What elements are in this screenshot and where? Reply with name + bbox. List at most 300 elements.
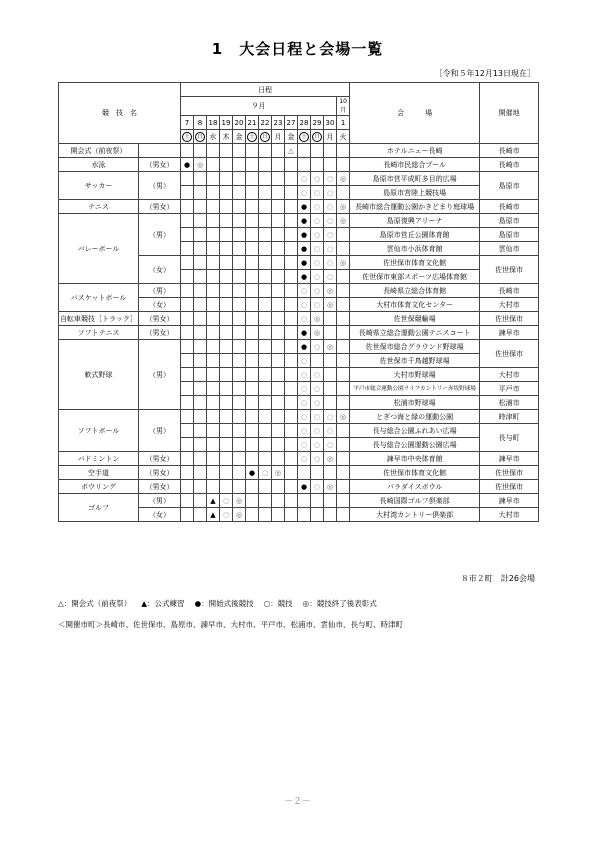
host-cities: ＜開催市町＞長崎市、佐世保市、島原市、諫早市、大村市、平戸市、松浦市、雲仙市、長与町、時津町	[58, 620, 403, 629]
weekday-cell: 金	[233, 130, 246, 144]
schedule-mark: ◎	[324, 298, 337, 312]
venue-name: 長崎市総合運動公園かきどまり庭球場	[350, 200, 480, 214]
schedule-mark	[337, 368, 350, 382]
page-number: －２－	[283, 797, 311, 807]
schedule-mark	[233, 326, 246, 340]
event-name: バスケットボール	[59, 284, 139, 312]
schedule-mark	[181, 298, 194, 312]
schedule-mark	[272, 270, 285, 284]
table-row	[59, 326, 539, 340]
schedule-mark	[337, 340, 350, 354]
schedule-mark: ○	[311, 480, 324, 494]
schedule-mark	[311, 466, 324, 480]
schedule-mark	[259, 396, 272, 410]
schedule-mark	[259, 172, 272, 186]
schedule-mark	[233, 256, 246, 270]
schedule-mark	[285, 284, 298, 298]
schedule-mark: ○	[311, 298, 324, 312]
venue-name: 島原市営陸上競技場	[350, 186, 480, 200]
schedule-mark	[220, 242, 233, 256]
schedule-mark	[181, 242, 194, 256]
schedule-mark	[337, 228, 350, 242]
schedule-mark	[207, 186, 220, 200]
schedule-mark	[181, 438, 194, 452]
schedule-mark	[285, 172, 298, 186]
schedule-mark	[181, 340, 194, 354]
event-name: バドミントン	[59, 452, 139, 466]
gender-category: （男女）	[139, 158, 181, 172]
schedule-mark	[272, 494, 285, 508]
schedule-mark	[337, 396, 350, 410]
schedule-mark	[233, 228, 246, 242]
schedule-mark	[220, 298, 233, 312]
schedule-mark	[194, 382, 207, 396]
schedule-mark	[259, 284, 272, 298]
schedule-mark: ●	[181, 158, 194, 172]
schedule-mark	[285, 424, 298, 438]
gender-category: （男）	[139, 214, 181, 256]
schedule-mark	[246, 228, 259, 242]
weekday-cell: 土	[181, 130, 194, 144]
schedule-mark	[337, 354, 350, 368]
schedule-mark	[272, 396, 285, 410]
host-city: 時津町	[480, 410, 539, 424]
event-name: サッカー	[59, 172, 139, 200]
schedule-mark	[272, 340, 285, 354]
schedule-mark	[259, 200, 272, 214]
schedule-mark: ○	[311, 424, 324, 438]
venue-name: 大村市体育文化センター	[350, 298, 480, 312]
schedule-mark: ○	[298, 186, 311, 200]
schedule-mark	[246, 186, 259, 200]
schedule-mark: ○	[311, 242, 324, 256]
schedule-mark: ●	[298, 256, 311, 270]
day-cell: 22	[259, 116, 272, 130]
schedule-mark: ○	[311, 256, 324, 270]
schedule-mark	[194, 396, 207, 410]
schedule-mark	[285, 410, 298, 424]
schedule-mark	[272, 242, 285, 256]
schedule-mark	[272, 256, 285, 270]
weekday-cell: 金	[285, 130, 298, 144]
schedule-mark	[285, 228, 298, 242]
schedule-mark: ●	[298, 326, 311, 340]
schedule-mark: ○	[311, 186, 324, 200]
schedule-mark	[181, 326, 194, 340]
venue-name: 佐世保市東部スポーツ広場体育館	[350, 270, 480, 284]
october-header: 10月	[337, 97, 350, 116]
schedule-mark	[272, 452, 285, 466]
schedule-mark	[285, 270, 298, 284]
schedule-mark: ◎	[337, 214, 350, 228]
weekday-cell: 土	[246, 130, 259, 144]
day-cell: 27	[285, 116, 298, 130]
schedule-mark	[181, 312, 194, 326]
table-row	[59, 158, 539, 172]
schedule-mark	[272, 312, 285, 326]
schedule-mark: ◎	[324, 480, 337, 494]
schedule-mark: ◎	[337, 410, 350, 424]
event-name: 水泳	[59, 158, 139, 172]
schedule-mark	[207, 256, 220, 270]
schedule-mark	[298, 158, 311, 172]
schedule-mark	[285, 214, 298, 228]
schedule-mark	[194, 424, 207, 438]
table-row	[59, 312, 539, 326]
event-name: バレーボール	[59, 214, 139, 284]
schedule-mark	[324, 326, 337, 340]
schedule-mark	[259, 354, 272, 368]
schedule-mark	[181, 172, 194, 186]
schedule-mark	[259, 326, 272, 340]
schedule-mark	[298, 144, 311, 158]
weekday-cell: 日	[259, 130, 272, 144]
schedule-mark	[259, 186, 272, 200]
schedule-mark	[194, 410, 207, 424]
schedule-mark	[285, 466, 298, 480]
schedule-mark	[181, 214, 194, 228]
schedule-mark	[233, 214, 246, 228]
host-city: 長崎市	[480, 284, 539, 298]
schedule-mark	[337, 186, 350, 200]
gender-category: （女）	[139, 508, 181, 522]
schedule-mark: ○	[311, 438, 324, 452]
schedule-mark	[207, 396, 220, 410]
weekday-cell: 月	[272, 130, 285, 144]
schedule-mark	[272, 284, 285, 298]
venue-name: 島原復興アリーナ	[350, 214, 480, 228]
host-city: 佐世保市	[480, 480, 539, 494]
schedule-mark	[233, 480, 246, 494]
venue-name: 松浦市野球場	[350, 396, 480, 410]
schedule-mark	[194, 228, 207, 242]
schedule-mark	[233, 298, 246, 312]
host-city: 島原市	[480, 214, 539, 228]
gender-category: （男女）	[139, 466, 181, 480]
schedule-mark	[285, 158, 298, 172]
schedule-mark: ▲	[207, 508, 220, 522]
schedule-mark	[181, 144, 194, 158]
schedule-mark	[272, 424, 285, 438]
schedule-mark	[259, 228, 272, 242]
event-name: ソフトボール	[59, 410, 139, 452]
schedule-mark	[220, 186, 233, 200]
legend-item: ▲：公式練習	[141, 599, 185, 608]
schedule-mark: ○	[324, 256, 337, 270]
schedule-mark	[181, 424, 194, 438]
day-cell: 7	[181, 116, 194, 130]
schedule-mark	[181, 354, 194, 368]
schedule-mark: ○	[298, 410, 311, 424]
schedule-mark	[220, 438, 233, 452]
schedule-mark	[246, 144, 259, 158]
schedule-mark	[207, 438, 220, 452]
schedule-mark	[233, 438, 246, 452]
schedule-mark: ○	[298, 396, 311, 410]
table-row	[59, 214, 539, 228]
legend-item: △：開会式（前夜祭）	[58, 599, 132, 608]
schedule-mark	[246, 480, 259, 494]
schedule-mark	[220, 424, 233, 438]
schedule-mark	[311, 508, 324, 522]
venue-name: 佐世保市体育文化館	[350, 256, 480, 270]
schedule-mark	[337, 158, 350, 172]
schedule-mark: ○	[298, 354, 311, 368]
schedule-mark: ○	[298, 424, 311, 438]
schedule-mark	[272, 158, 285, 172]
schedule-mark	[272, 382, 285, 396]
schedule-mark: ◎	[194, 158, 207, 172]
schedule-mark	[207, 410, 220, 424]
schedule-mark	[233, 200, 246, 214]
day-cell: 19	[220, 116, 233, 130]
gender-category: （男）	[139, 494, 181, 508]
schedule-mark	[285, 242, 298, 256]
schedule-mark	[220, 396, 233, 410]
schedule-mark	[220, 452, 233, 466]
event-name: 軟式野球	[59, 340, 139, 410]
gender-category: （女）	[139, 256, 181, 284]
schedule-mark	[181, 452, 194, 466]
day-cell: 23	[272, 116, 285, 130]
schedule-mark	[324, 396, 337, 410]
schedule-mark	[337, 382, 350, 396]
schedule-mark	[233, 242, 246, 256]
schedule-mark	[285, 340, 298, 354]
schedule-mark	[246, 452, 259, 466]
schedule-mark	[194, 284, 207, 298]
schedule-mark: ●	[298, 214, 311, 228]
table-row	[59, 172, 539, 186]
schedule-mark	[272, 508, 285, 522]
schedule-mark: ○	[259, 466, 272, 480]
schedule-mark: ●	[298, 228, 311, 242]
schedule-mark	[233, 312, 246, 326]
event-name: 空手道	[59, 466, 139, 480]
legend	[58, 598, 387, 609]
venue-name: 長崎市民総合プール	[350, 158, 480, 172]
schedule-mark	[259, 158, 272, 172]
host-city: 佐世保市	[480, 256, 539, 284]
table-row	[59, 200, 539, 214]
schedule-mark	[194, 340, 207, 354]
schedule-mark	[220, 228, 233, 242]
schedule-mark: ○	[298, 438, 311, 452]
schedule-mark	[181, 494, 194, 508]
schedule-mark: ○	[324, 438, 337, 452]
schedule-mark	[259, 382, 272, 396]
schedule-mark	[337, 466, 350, 480]
schedule-mark	[233, 452, 246, 466]
schedule-mark	[220, 214, 233, 228]
schedule-mark: ○	[324, 242, 337, 256]
schedule-mark	[220, 284, 233, 298]
schedule-mark: ○	[324, 270, 337, 284]
schedule-mark	[246, 298, 259, 312]
schedule-mark	[285, 256, 298, 270]
schedule-mark	[207, 270, 220, 284]
schedule-mark	[194, 172, 207, 186]
schedule-mark	[285, 508, 298, 522]
schedule-mark	[207, 312, 220, 326]
schedule-mark	[298, 494, 311, 508]
schedule-mark	[233, 466, 246, 480]
schedule-mark	[246, 340, 259, 354]
venue-name: 大村湾カントリー倶楽部	[350, 508, 480, 522]
schedule-mark	[194, 438, 207, 452]
schedule-mark	[207, 214, 220, 228]
schedule-mark	[246, 424, 259, 438]
as-of-date: ［令和５年12月13日現在］	[434, 69, 535, 78]
schedule-mark: ◎	[337, 200, 350, 214]
event-name: ボウリング	[59, 480, 139, 494]
schedule-mark	[194, 494, 207, 508]
venue-name: 長崎国際ゴルフ倶楽部	[350, 494, 480, 508]
schedule-mark	[272, 326, 285, 340]
schedule-mark	[311, 144, 324, 158]
schedule-mark	[233, 172, 246, 186]
day-cell: 20	[233, 116, 246, 130]
schedule-mark	[285, 368, 298, 382]
event-name: 開会式（前夜祭）	[59, 144, 139, 158]
schedule-mark	[220, 256, 233, 270]
host-city: 諫早市	[480, 494, 539, 508]
schedule-mark	[181, 270, 194, 284]
host-city: 島原市	[480, 172, 539, 200]
venue-name: 長与総合公園ふれあい広場	[350, 424, 480, 438]
schedule-mark: ◎	[272, 466, 285, 480]
schedule-mark	[181, 382, 194, 396]
schedule-mark: ○	[298, 368, 311, 382]
schedule-mark	[194, 354, 207, 368]
schedule-mark	[285, 312, 298, 326]
schedule-mark: ○	[298, 452, 311, 466]
schedule-mark	[337, 326, 350, 340]
schedule-mark	[233, 382, 246, 396]
schedule-mark	[324, 466, 337, 480]
schedule-mark	[324, 354, 337, 368]
schedule-mark	[220, 172, 233, 186]
schedule-mark	[207, 158, 220, 172]
schedule-mark: ○	[311, 340, 324, 354]
schedule-mark	[181, 466, 194, 480]
host-city: 島原市	[480, 228, 539, 242]
schedule-mark	[207, 452, 220, 466]
schedule-mark	[285, 200, 298, 214]
venue-name: ホテルニュー長崎	[350, 144, 480, 158]
schedule-mark: ○	[324, 214, 337, 228]
schedule-mark	[259, 438, 272, 452]
schedule-mark	[220, 312, 233, 326]
schedule-mark	[194, 186, 207, 200]
schedule-mark: ○	[311, 270, 324, 284]
gender-category: （男）	[139, 340, 181, 410]
schedule-mark	[324, 508, 337, 522]
gender-category: （女）	[139, 298, 181, 312]
schedule-mark	[272, 354, 285, 368]
schedule-mark	[181, 396, 194, 410]
schedule-mark	[194, 480, 207, 494]
schedule-mark	[272, 214, 285, 228]
schedule-mark: ○	[311, 410, 324, 424]
schedule-mark: ●	[298, 480, 311, 494]
schedule-mark	[259, 424, 272, 438]
schedule-mark	[246, 172, 259, 186]
schedule-header: 日程	[181, 83, 350, 97]
schedule-mark	[194, 368, 207, 382]
schedule-mark: ◎	[233, 494, 246, 508]
schedule-mark	[246, 270, 259, 284]
gender-category: （男女）	[139, 480, 181, 494]
schedule-mark	[324, 312, 337, 326]
host-city: 長崎市	[480, 200, 539, 214]
schedule-mark	[207, 382, 220, 396]
schedule-mark	[194, 270, 207, 284]
schedule-mark	[324, 144, 337, 158]
schedule-mark	[246, 256, 259, 270]
schedule-mark	[207, 228, 220, 242]
schedule-mark	[194, 452, 207, 466]
schedule-mark	[207, 480, 220, 494]
schedule-mark: ○	[298, 298, 311, 312]
schedule-mark	[337, 270, 350, 284]
schedule-mark	[194, 214, 207, 228]
weekday-cell: 月	[324, 130, 337, 144]
schedule-mark	[246, 200, 259, 214]
schedule-mark	[181, 284, 194, 298]
schedule-mark: ○	[311, 382, 324, 396]
host-city: 大村市	[480, 508, 539, 522]
schedule-mark	[181, 368, 194, 382]
schedule-mark	[285, 326, 298, 340]
schedule-mark	[337, 480, 350, 494]
schedule-mark	[259, 312, 272, 326]
schedule-mark	[233, 410, 246, 424]
schedule-mark	[233, 340, 246, 354]
schedule-mark	[285, 186, 298, 200]
schedule-mark	[233, 186, 246, 200]
schedule-mark: ○	[220, 508, 233, 522]
schedule-mark	[285, 452, 298, 466]
host-city: 長崎市	[480, 158, 539, 172]
schedule-mark	[285, 354, 298, 368]
gender-category: （男女）	[139, 452, 181, 466]
schedule-mark	[246, 494, 259, 508]
schedule-mark: ○	[311, 228, 324, 242]
schedule-mark: ○	[311, 214, 324, 228]
city-header: 開催地	[480, 83, 539, 144]
schedule-mark: ○	[311, 200, 324, 214]
schedule-mark	[246, 158, 259, 172]
schedule-table	[58, 82, 539, 522]
schedule-mark	[220, 200, 233, 214]
schedule-mark	[259, 410, 272, 424]
schedule-mark	[246, 438, 259, 452]
day-cell: 29	[311, 116, 324, 130]
venue-name: 佐世保市千鳥越野球場	[350, 354, 480, 368]
schedule-mark	[259, 340, 272, 354]
schedule-mark: ○	[324, 172, 337, 186]
schedule-mark	[272, 186, 285, 200]
event-header: 競 技 名	[59, 83, 181, 144]
schedule-mark	[259, 298, 272, 312]
schedule-mark	[259, 270, 272, 284]
schedule-mark	[207, 172, 220, 186]
september-header: ９月	[181, 97, 337, 116]
schedule-mark: ◎	[337, 256, 350, 270]
venue-name: 長崎県立総合運動公園テニスコート	[350, 326, 480, 340]
schedule-mark	[337, 312, 350, 326]
